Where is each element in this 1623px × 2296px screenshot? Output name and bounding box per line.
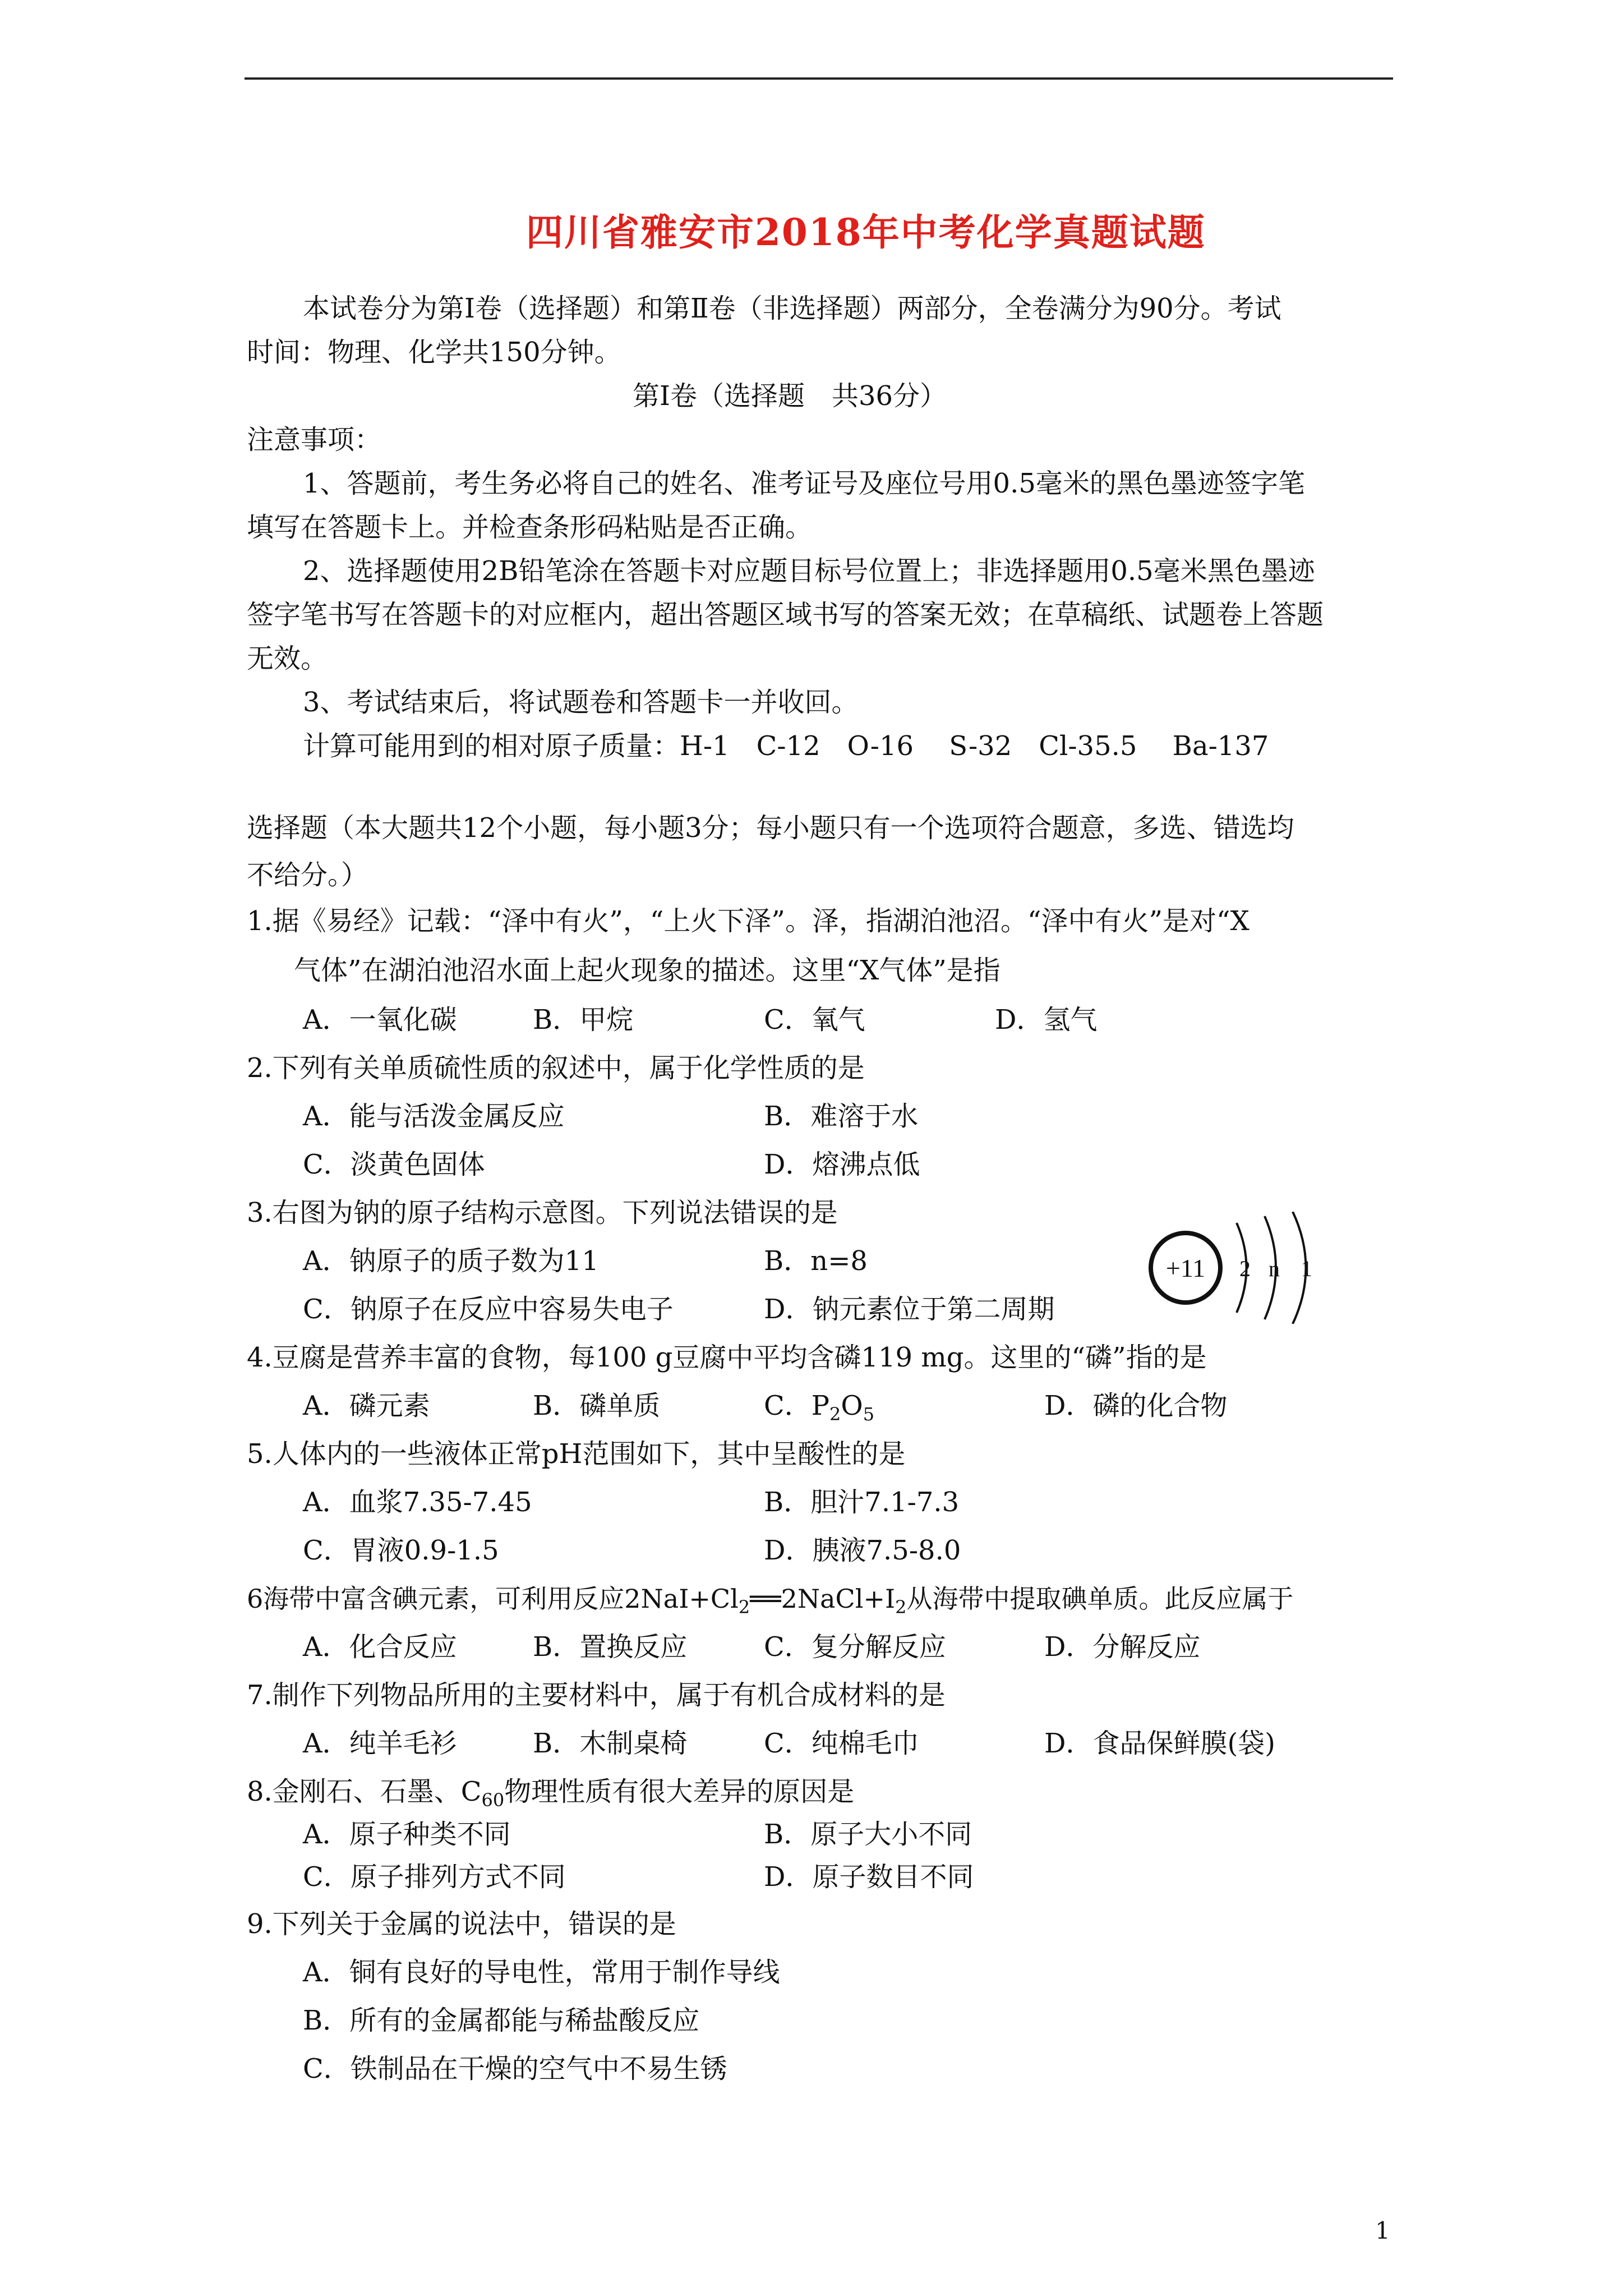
- page-number: 1: [1375, 2217, 1390, 2244]
- q9-option-a: A．铜有良好的导电性，常用于制作导线: [303, 1957, 780, 1988]
- q9-stem: 9.下列关于金属的说法中，错误的是: [247, 1908, 676, 1940]
- q5-option-b: B．胆汁7.1-7.3: [764, 1487, 960, 1518]
- q8-option-c: C．原子排列方式不同: [303, 1861, 566, 1893]
- q3-option-d: D．钠元素位于第二周期: [764, 1294, 1055, 1325]
- q8-option-b: B．原子大小不同: [764, 1819, 972, 1850]
- q4-stem: 4.豆腐是营养丰富的食物，每100 g豆腐中平均含磷119 mg。这里的“磷”指的是: [247, 1342, 1207, 1373]
- notes-heading: 注意事项：: [247, 424, 382, 455]
- q6-option-a: A．化合反应: [303, 1631, 457, 1663]
- q2-option-c: C．淡黄色固体: [303, 1149, 485, 1180]
- q4-option-c: C．$P_2O_5$: [764, 1390, 875, 1425]
- q3-option-c: C．钠原子在反应中容易失电子: [303, 1294, 674, 1325]
- q6-option-b: B．置换反应: [533, 1631, 688, 1663]
- q7-stem: 7.制作下列物品所用的主要材料中，属于有机合成材料的是: [247, 1680, 946, 1711]
- q9-option-b: B．所有的金属都能与稀盐酸反应: [303, 2005, 700, 2036]
- q3-option-a: A．钠原子的质子数为11: [303, 1245, 599, 1277]
- shell-3-count: 1: [1301, 1256, 1312, 1281]
- q1-option-d: D．氢气: [995, 1004, 1098, 1036]
- note-2-line-2: 签字笔书写在答题卡的对应框内，超出答题区域书写的答案无效；在草稿纸、试题卷上答题: [247, 599, 1324, 631]
- section-heading: 第Ⅰ卷（选择题 共36分）: [633, 380, 947, 412]
- note-2-line-3: 无效。: [247, 643, 328, 674]
- q3-stem: 3.右图为钠的原子结构示意图。下列说法错误的是: [247, 1197, 838, 1228]
- q1-option-c: C．氧气: [764, 1004, 865, 1036]
- q6-stem: 6海带中富含碘元素，可利用反应$2NaI+Cl_2══2NaCl+I_2$从海带中提取碘单质。此反应属于: [247, 1584, 1294, 1618]
- page-title: 四川省雅安市2018年中考化学真题试题: [526, 210, 1206, 254]
- q8-option-a: A．原子种类不同: [303, 1819, 511, 1850]
- choice-intro-line-1: 选择题（本大题共12个小题，每小题3分；每小题只有一个选项符合题意，多选、错选均: [247, 812, 1294, 844]
- q4-option-b: B．磷单质: [533, 1390, 661, 1421]
- q5-stem: 5.人体内的一些液体正常pH范围如下，其中呈酸性的是: [247, 1438, 906, 1470]
- intro-line-2: 时间：物理、化学共150分钟。: [247, 337, 621, 368]
- note-1-line-1: 1、答题前，考生务必将自己的姓名、准考证号及座位号用0.5毫米的黑色墨迹签字笔: [303, 468, 1305, 499]
- header-rule: [245, 77, 1393, 80]
- q2-option-a: A．能与活泼金属反应: [303, 1101, 565, 1132]
- q2-option-b: B．难溶于水: [764, 1101, 919, 1132]
- shell-1-count: 2: [1239, 1256, 1251, 1281]
- q8-stem: 8.金刚石、石墨、$C_{60}$物理性质有很大差异的原因是: [247, 1776, 855, 1811]
- q6-option-c: C．复分解反应: [764, 1631, 946, 1663]
- q1-stem-line-2: 气体”在湖泊池沼水面上起火现象的描述。这里“X气体”是指: [294, 955, 1000, 986]
- q9-option-c: C．铁制品在干燥的空气中不易生锈: [303, 2053, 727, 2085]
- atomic-mass-line: 计算可能用到的相对原子质量：H-1 C-12 O-16 S-32 Cl-35.5 Ba-137: [303, 730, 1269, 762]
- q7-option-a: A．纯羊毛衫: [303, 1728, 457, 1759]
- q7-option-d: D．食品保鲜膜(袋): [1044, 1728, 1275, 1759]
- q2-option-d: D．熔沸点低: [764, 1149, 920, 1180]
- q8-option-d: D．原子数目不同: [764, 1861, 974, 1893]
- q3-option-b: B．n=8: [764, 1245, 868, 1277]
- q4-option-d: D．磷的化合物: [1044, 1390, 1228, 1421]
- sodium-atom-diagram: [1144, 1212, 1324, 1324]
- shell-2-count: n: [1269, 1256, 1280, 1281]
- q7-option-b: B．木制桌椅: [533, 1728, 688, 1759]
- intro-line-1: 本试卷分为第Ⅰ卷（选择题）和第Ⅱ卷（非选择题）两部分，全卷满分为90分。考试: [303, 293, 1281, 324]
- nucleus-charge: +11: [1165, 1254, 1206, 1282]
- q7-option-c: C．纯棉毛巾: [764, 1728, 919, 1759]
- q5-option-c: C．胃液0.9-1.5: [303, 1535, 499, 1566]
- q6-option-d: D．分解反应: [1044, 1631, 1201, 1663]
- choice-intro-line-2: 不给分。）: [247, 859, 368, 891]
- q5-option-a: A．血浆7.35-7.45: [303, 1487, 532, 1518]
- note-1-line-2: 填写在答题卡上。并检查条形码粘贴是否正确。: [247, 512, 813, 543]
- q5-option-d: D．胰液7.5-8.0: [764, 1535, 961, 1566]
- q4-option-a: A．磷元素: [303, 1390, 430, 1421]
- q1-option-b: B．甲烷: [533, 1004, 634, 1036]
- note-2-line-1: 2、选择题使用2B铅笔涂在答题卡对应题目标号位置上；非选择题用0.5毫米黑色墨迹: [303, 555, 1315, 587]
- q1-stem-line-1: 1.据《易经》记载：“泽中有火”，“上火下泽”。泽，指湖泊池沼。“泽中有火”是对“X: [247, 905, 1249, 937]
- note-3: 3、考试结束后，将试题卷和答题卡一并收回。: [303, 687, 859, 718]
- q2-stem: 2.下列有关单质硫性质的叙述中，属于化学性质的是: [247, 1052, 865, 1084]
- q1-option-a: A．一氧化碳: [303, 1004, 457, 1036]
